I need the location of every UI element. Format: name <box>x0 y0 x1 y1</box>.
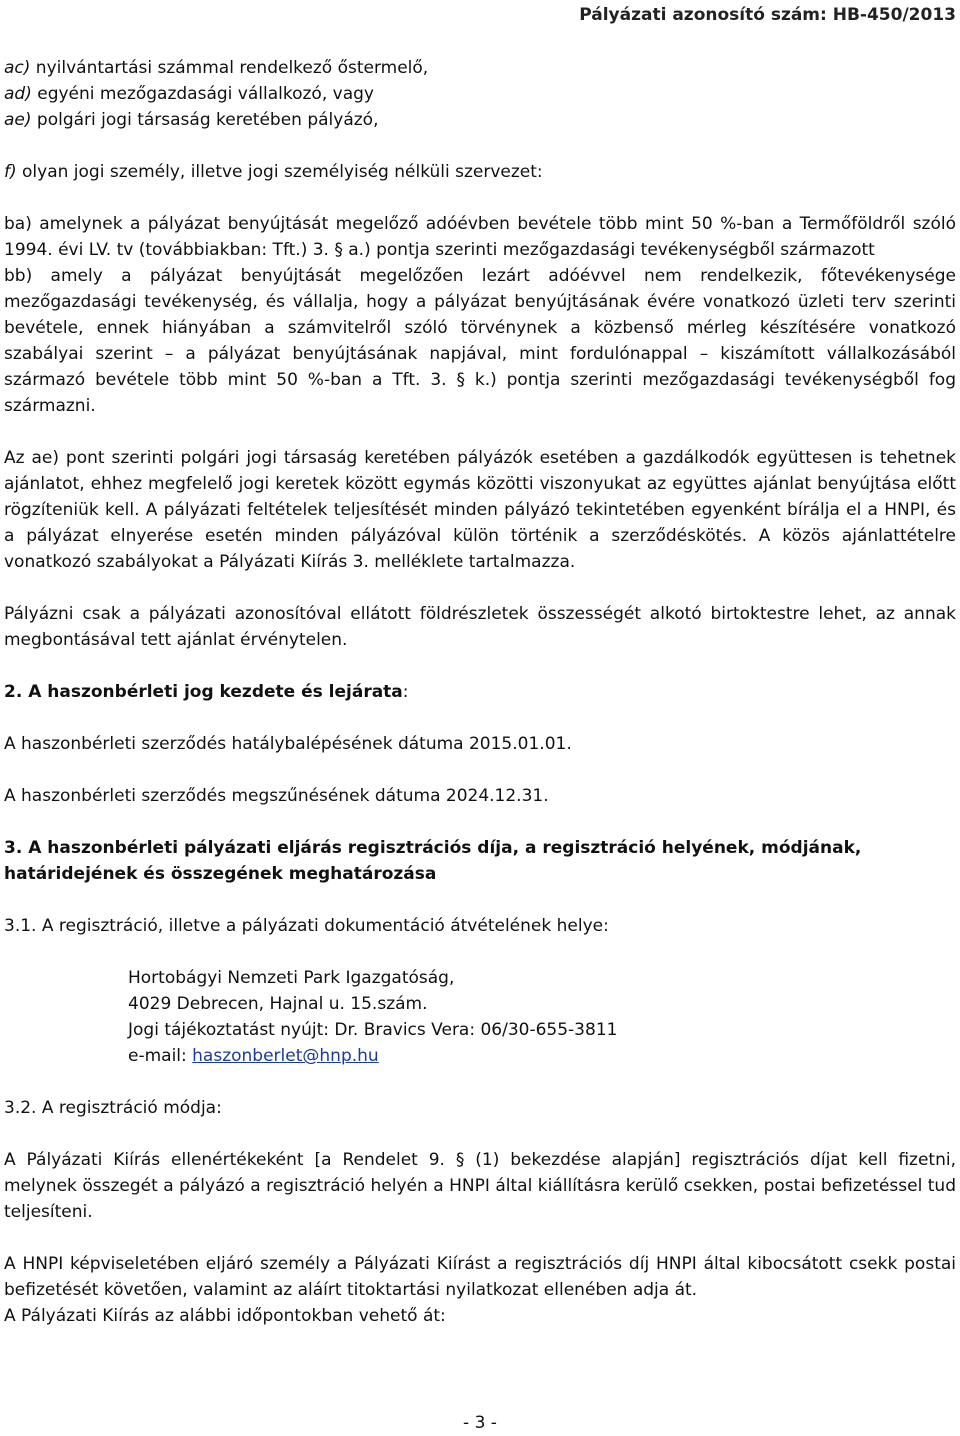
list-text: polgári jogi társaság keretében pályázó, <box>31 110 379 130</box>
page-number: - 3 - <box>463 1413 497 1433</box>
address-line-2: 4029 Debrecen, Hajnal u. 15.szám. <box>128 994 428 1014</box>
section-2-suffix: : <box>402 682 409 702</box>
section-3-2: 3.2. A regisztráció módja: <box>4 1098 222 1118</box>
email-link[interactable]: haszonberlet@hnp.hu <box>192 1046 379 1066</box>
list-text: nyilvántartási számmal rendelkező őstermelő, <box>30 58 429 78</box>
list-marker: f) <box>4 162 17 182</box>
address-line-3: Jogi tájékoztatást nyújt: Dr. Bravics Vera: 06/30-655-3811 <box>128 1020 618 1040</box>
list-item-ac <box>4 55 956 81</box>
document-id: Pályázati azonosító szám: HB-450/2013 <box>579 5 956 25</box>
list-text: egyéni mezőgazdasági vállalkozó, vagy <box>31 84 374 104</box>
paragraph-registration: A Pályázati Kiírás ellenértékeként [a Rendelet 9. § (1) bekezdése alapján] regisztrációs díjat kell fizetni, melynek összegét a pályázó a regisztráció helyén a HNPI által kiállításra kerülő csekken, postai befizetéssel tud teljesíteni. <box>4 1150 956 1222</box>
end-date: A haszonbérleti szerződés megszűnésének dátuma 2024.12.31. <box>4 786 549 806</box>
paragraph-ae: Az ae) pont szerinti polgári jogi társaság keretében pályázók esetében a gazdálkodók együttesen is tehetnek ajánlatot, ehhez megfelelő jogi keretek között egymás közötti viszonyukat az együttes ajánlat benyújtása előtt rögzíteniük kell. A pályázati feltételek teljesítését minden pályázó tekintetében egyenként bírálja el a HNPI, és a pályázat elnyerése esetén minden pályázóval külön történik a szerződéskötés. A közös ajánlattételre vonatkozó szabályokat a Pályázati Kiírás 3. melléklete tartalmazza. <box>4 448 956 572</box>
list-marker: ae) <box>4 110 32 130</box>
section-3-heading: 3. A haszonbérleti pályázati eljárás regisztrációs díja, a regisztráció helyének, módjának, határidejének és összegének meghatározása <box>4 838 862 884</box>
list-marker: ad) <box>4 84 32 104</box>
paragraph-hnpi: A HNPI képviseletében eljáró személy a Pályázati Kiírást a regisztrációs díj HNPI által kibocsátott csekk postai befizetését követően, valamint az aláírt titoktartási nyilatkozat ellenében adja át. <box>4 1254 956 1300</box>
list-item-ae <box>4 107 956 133</box>
address-line-1: Hortobágyi Nemzeti Park Igazgatóság, <box>128 968 455 988</box>
document-body <box>4 55 956 1329</box>
address-block <box>4 965 956 1069</box>
email-line <box>128 1043 956 1069</box>
list-text: olyan jogi személy, illetve jogi személyiség nélküli szervezet: <box>16 162 543 182</box>
start-date: A haszonbérleti szerződés hatálybalépésének dátuma 2015.01.01. <box>4 734 572 754</box>
sub-item-ba: ba) amelynek a pályázat benyújtását megelőző adóévben bevétele több mint 50 %-ban a Termőföldről szóló 1994. évi LV. tv (továbbiakban: Tft.) 3. § a.) pontja szerinti mezőgazdasági tevékenységből származott <box>4 214 956 260</box>
sub-item-bb: bb) amely a pályázat benyújtását megelőzően lezárt adóévvel nem rendelkezik, főtevékenysége mezőgazdasági tevékenység, és vállalja, hogy a pályázat benyújtásának évére vonatkozó üzleti terv szerinti bevétele, ennek hiányában a számvitelről szóló törvénynek a közbenső mérleg készítésére vonatkozó szabályai szerint – a pályázat benyújtásának napjával, mint fordulónappal – kiszámított vállalkozásából származó bevétele több mint 50 %-ban a Tft. 3. § k.) pontja szerinti mezőgazdasági tevékenységből fog származni. <box>4 266 956 416</box>
section-2-heading <box>4 679 956 705</box>
paragraph-palyazni: Pályázni csak a pályázati azonosítóval ellátott földrészletek összességét alkotó birtoktestre lehet, az annak megbontásával tett ajánlat érvénytelen. <box>4 604 956 650</box>
section-2-title: 2. A haszonbérleti jog kezdete és lejárata <box>4 682 403 702</box>
email-label: e-mail: <box>128 1046 193 1066</box>
paragraph-kiiras: A Pályázati Kiírás az alábbi időpontokban vehető át: <box>4 1306 446 1326</box>
section-3-1: 3.1. A regisztráció, illetve a pályázati dokumentáció átvételének helye: <box>4 916 609 936</box>
list-item-f <box>4 159 956 185</box>
list-marker: ac) <box>4 58 31 78</box>
list-item-ad <box>4 81 956 107</box>
